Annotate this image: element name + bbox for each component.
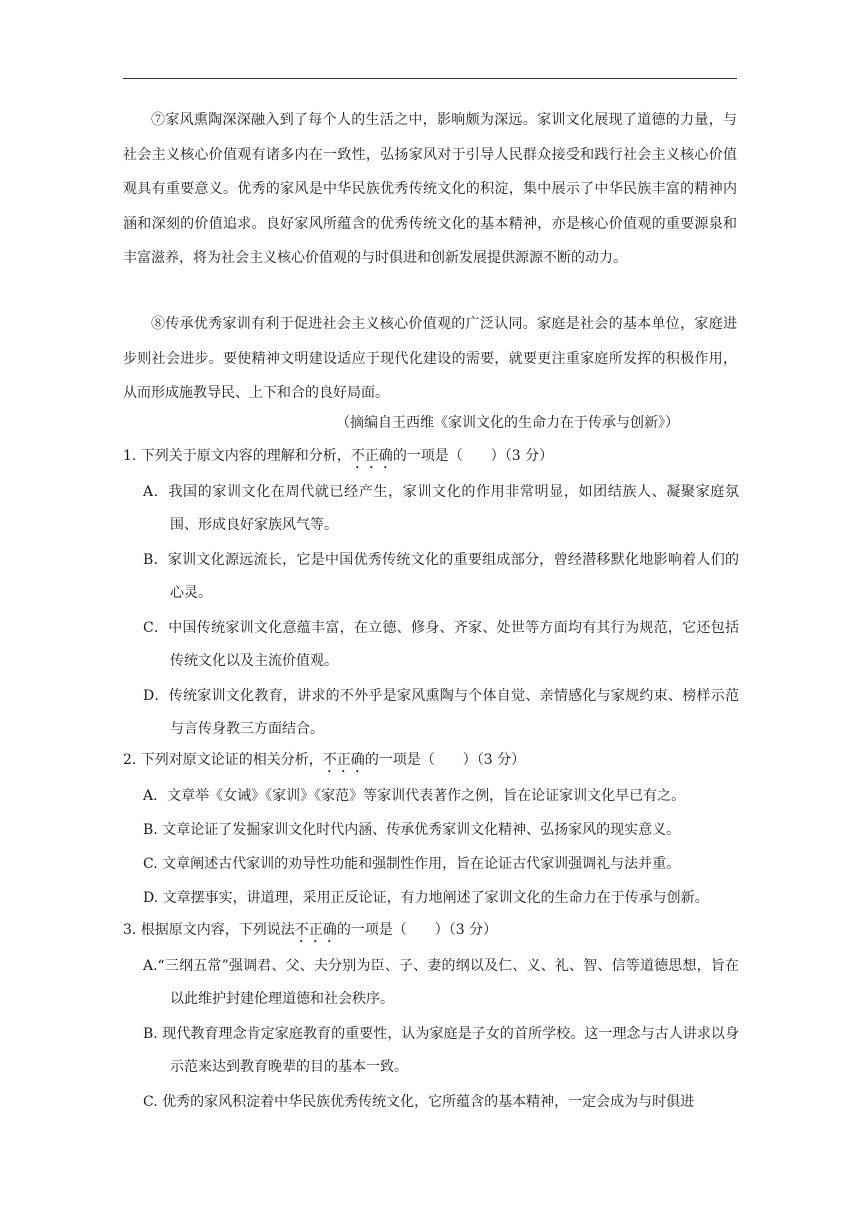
citation: （摘编自王西维《家训文化的生命力在于传承与创新》）: [336, 415, 679, 431]
question-3-option-c[interactable]: C. 优秀的家风积淀着中华民族优秀传统文化，它所蕴含的基本精神，一定会成为与时俱进: [143, 1094, 695, 1110]
header-rule: [123, 78, 737, 79]
paragraph-8: ⑧传承优秀家训有利于促进社会主义核心价值观的广泛认同。家庭是社会的基本单位，家庭进步则社会进步。要使精神文明建设适应于现代化建设的需要，就要更注重家庭所发挥的积极作用，从而形成施教导民、上下和合的良好局面。: [123, 316, 737, 401]
question-2-option-a[interactable]: A．文章举《女诫》《家训》《家范》等家训代表著作之例，旨在论证家训文化早已有之。: [143, 788, 686, 804]
question-1-stem: 1. 下列关于原文内容的理解和分析，不正确的一项是（ ）（3 分）: [123, 448, 554, 464]
emphasis-not-correct: 不正确: [350, 448, 393, 464]
question-3-option-b[interactable]: B. 现代教育理念肯定家庭教育的重要性，认为家庭是子女的首所学校。这一理念与古人讲求以身示范来达到教育晚辈的目的基本一致。: [143, 1026, 739, 1075]
question-3-option-a[interactable]: A.“三纲五常”强调君、父、夫分别为臣、子、妻的纲以及仁、义、礼、智、信等道德思想，旨在以此维护封建伦理道德和社会秩序。: [143, 958, 739, 1007]
question-1-option-d[interactable]: D．传统家训文化教育，讲求的不外乎是家风熏陶与个体自觉、亲情感化与家规约束、榜样示范与言传身教三方面结合。: [143, 688, 739, 737]
question-2-stem: 2. 下列对原文论证的相关分析，不正确的一项是（ ）（3 分）: [123, 752, 526, 768]
question-1-option-b[interactable]: B．家训文化源远流长，它是中国优秀传统文化的重要组成部分，曾经潜移默化地影响着人们的心灵。: [143, 552, 739, 601]
question-1-option-a[interactable]: A．我国的家训文化在周代就已经产生，家训文化的作用非常明显，如团结族人、凝聚家庭氛围、形成良好家族风气等。: [143, 484, 739, 533]
question-3-stem: 3. 根据原文内容，下列说法不正确的一项是（ ）（3 分）: [123, 922, 498, 938]
question-2-option-b[interactable]: B. 文章论证了发掘家训文化时代内涵、传承优秀家训文化精神、弘扬家风的现实意义。: [143, 822, 681, 838]
emphasis-not-correct: 不正确: [294, 922, 337, 938]
question-2-option-d[interactable]: D. 文章摆事实，讲道理，采用正反论证，有力地阐述了家训文化的生命力在于传承与创新。: [143, 890, 709, 906]
emphasis-not-correct: 不正确: [322, 752, 365, 768]
question-1-option-c[interactable]: C．中国传统家训文化意蕴丰富，在立德、修身、齐家、处世等方面均有其行为规范，它还包括传统文化以及主流价值观。: [143, 620, 739, 669]
question-2-option-c[interactable]: C. 文章阐述古代家训的劝导性功能和强制性作用，旨在论证古代家训强调礼与法并重。: [143, 856, 681, 872]
paragraph-7: ⑦家风熏陶深深融入到了每个人的生活之中，影响颇为深远。家训文化展现了道德的力量，与社会主义核心价值观有诸多内在一致性，弘扬家风对于引导人民群众接受和践行社会主义核心价值观具有重要意义。优秀的家风是中华民族优秀传统文化的积淀，集中展示了中华民族丰富的精神内涵和深刻的价值追求。良好家风所蕴含的优秀传统文化的基本精神，亦是核心价值观的重要源泉和丰富滋养，将为社会主义核心价值观的与时俱进和创新发展提供源源不断的动力。: [123, 112, 737, 266]
